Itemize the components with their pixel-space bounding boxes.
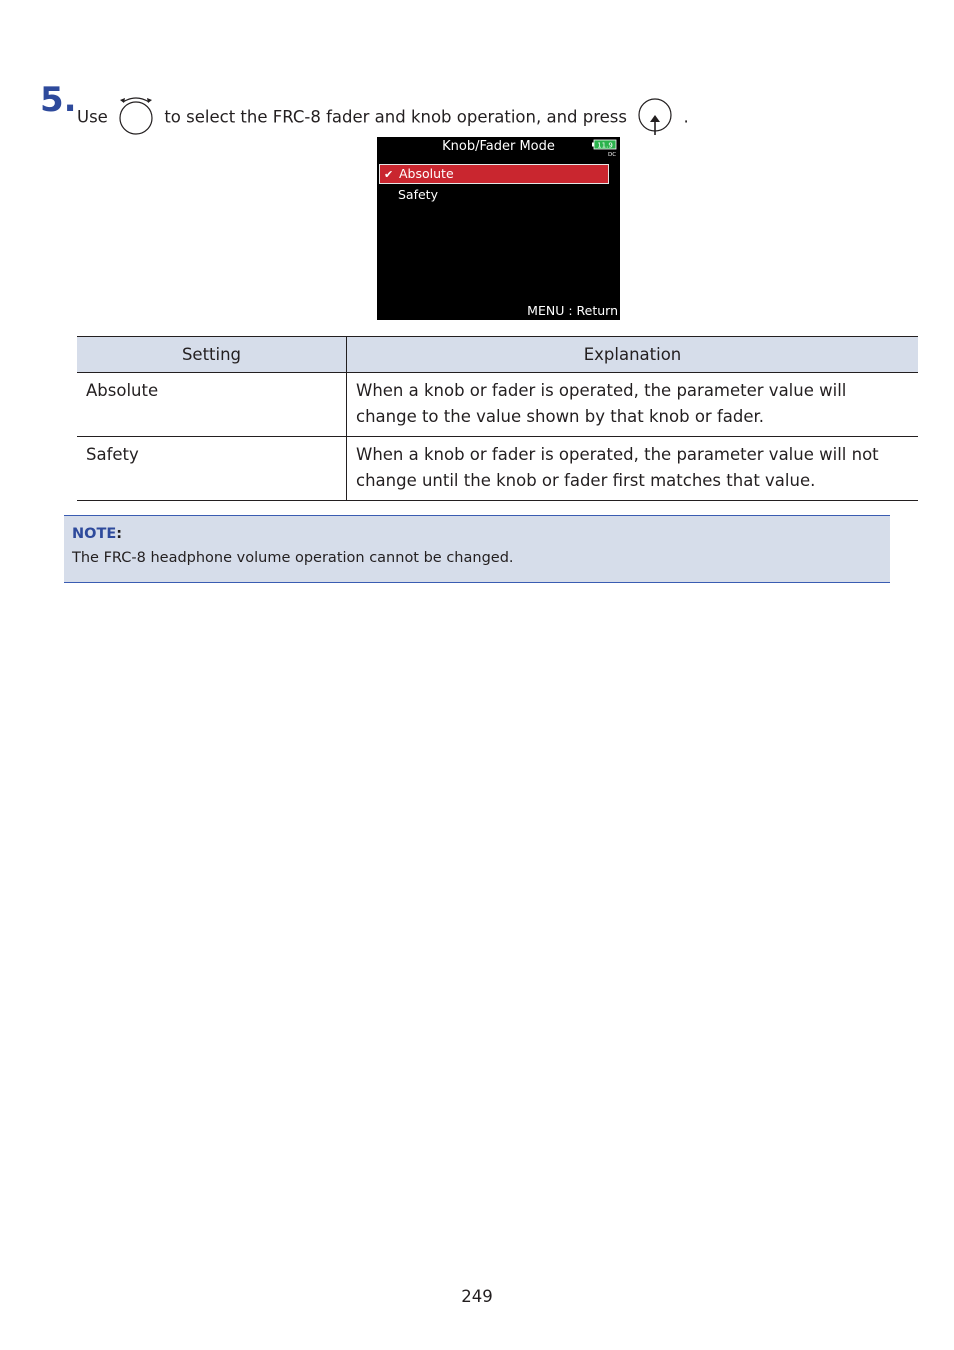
check-icon: ✔ — [384, 168, 394, 181]
press-dial-icon — [635, 93, 675, 143]
note-box — [64, 515, 890, 583]
menu-item-label: Absolute — [399, 166, 454, 181]
explanation-cell: When a knob or fader is operated, the parameter value will not change until the knob or fader first matches that value. — [347, 437, 919, 501]
screen-title: Knob/Fader Mode — [442, 139, 555, 154]
battery-value: 11.9 — [597, 141, 613, 150]
note-keyword: NOTE — [72, 526, 117, 542]
device-screen — [377, 137, 620, 320]
table-row — [77, 373, 918, 437]
note-label — [72, 526, 122, 542]
step-text-middle: to select the FRC-8 fader and knob operation, and press — [164, 107, 628, 127]
setting-cell: Safety — [77, 437, 347, 501]
rotary-dial-icon — [116, 93, 156, 143]
step-number: 5. — [40, 80, 77, 120]
power-source-label: DC — [607, 152, 617, 158]
table-row — [77, 437, 918, 501]
note-colon: : — [116, 526, 123, 542]
note-text: The FRC-8 headphone volume operation cannot be changed. — [72, 550, 514, 566]
table-header-row — [77, 337, 918, 373]
settings-table — [77, 336, 918, 501]
step-instruction — [77, 93, 689, 143]
step-5 — [40, 80, 920, 127]
battery-icon — [592, 139, 618, 159]
menu-item-absolute[interactable] — [379, 164, 609, 184]
page-number: 249 — [461, 1287, 493, 1306]
header-setting: Setting — [77, 337, 347, 373]
setting-cell: Absolute — [77, 373, 347, 437]
explanation-cell: When a knob or fader is operated, the parameter value will change to the value shown by that knob or fader. — [347, 373, 919, 437]
header-explanation: Explanation — [347, 337, 919, 373]
screen-footer: MENU : Return — [527, 303, 618, 318]
menu-item-label: Safety — [398, 187, 438, 202]
step-text-after: . — [683, 107, 689, 127]
step-text-before: Use — [77, 107, 108, 127]
menu-item-safety[interactable] — [379, 186, 609, 206]
